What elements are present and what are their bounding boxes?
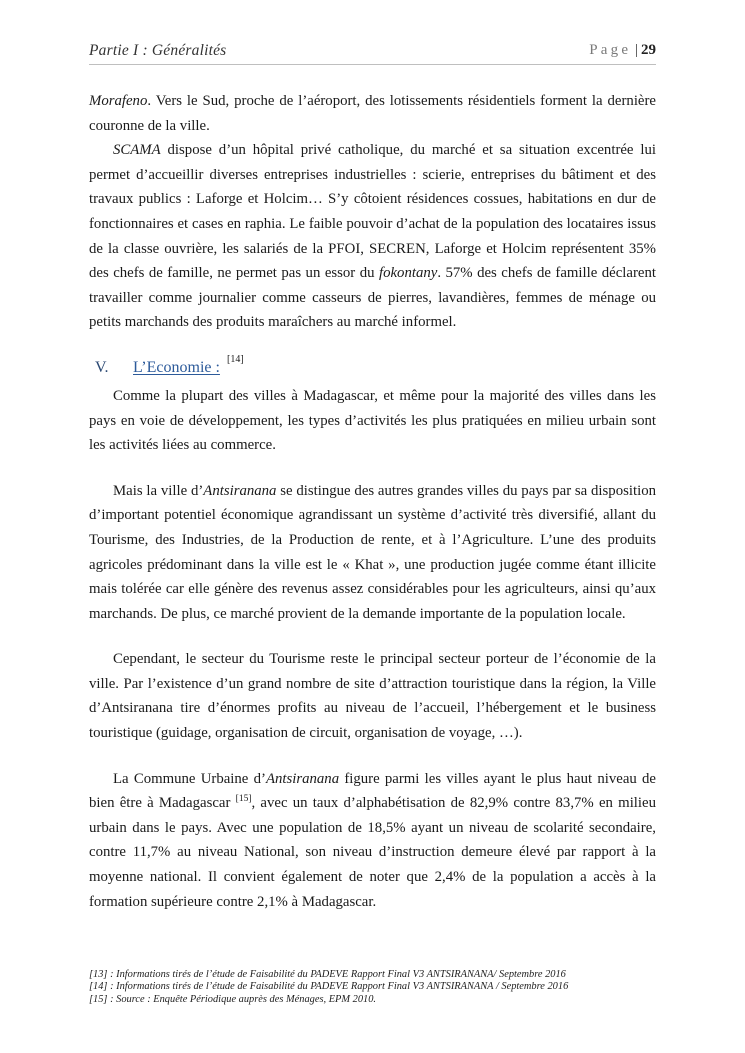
paragraph: Comme la plupart des villes à Madagascar, et même pour la majorité des villes dans les pays en voie de développement, les types d’activités les plus pratiquées en milieu urbain sont les activités liées au commerce.: [89, 387, 656, 454]
paragraph: [89, 479, 656, 627]
footnote: [15] : Source : Enquête Périodique auprès des Ménages, EPM 2010.: [89, 993, 377, 1005]
page-body: [89, 89, 656, 914]
paragraph: Cependant, le secteur du Tourisme reste le principal secteur porteur de l’économie de la ville. Par l’existence d’un grand nombre de site d’attraction touristique dans la région, la Ville d’Antsiranana tire d’énormes profits au niveau de l’accueil, l’hébergement et le business touristique (guidage, organisation de circuit, organisation de voyage, …).: [89, 651, 656, 742]
section-heading: [89, 353, 656, 384]
page-number: 29: [641, 42, 656, 58]
paragraph-text: dispose d’un hôpital privé catholique, du marché et sa situation excentrée lui permet d’accueillir diverses entreprises industrielles : scierie, entreprises du bâtiment et des travaux publics : Laforge et Holcim… S’y côtoient résidences cossues, habitations en dur de fonctionnaires et cases en raphia. Le faible pouvoir d’achat de la population des locataires issus de la classe ouvrière, les salariés de la PFOI, SECREN, Laforge et Holcim représentent 35% des chefs de famille, ne permet pas un essor du: [89, 142, 656, 282]
footnote: [13] : Informations tirés de l’étude de Faisabilité du PADEVE Rapport Final V3 ANTSIRANANA/ Septembre 2016: [89, 969, 566, 980]
paragraph: [89, 89, 656, 138]
section-reference: [14]: [227, 353, 244, 365]
paragraph-text: La Commune Urbaine d’: [113, 770, 266, 787]
page-label: Page: [589, 42, 632, 58]
header-title: Partie I : Généralités: [89, 42, 227, 59]
paragraph-text: Mais la ville d’: [113, 482, 204, 499]
section-number: V.: [95, 358, 109, 376]
paragraph: [89, 138, 656, 335]
place-name: Antsiranana: [265, 770, 340, 787]
page-separator: |: [634, 42, 638, 58]
paragraph: [89, 767, 656, 915]
paragraph-text: , avec un taux d’alphabétisation de 82,9% contre 83,7% en milieu urbain dans le pays. Avec une population de 18,5% ayant un niveau de scolarité secondaire, contre 11,7% au niveau National, son niveau d’instruction demeure élevé par rapport à la moyenne national. Il convient également de noter que 2,4% de la population a accès à la formation supérieure contre 2,1% à Madagascar.: [89, 795, 656, 910]
page-header: [89, 40, 656, 65]
paragraph-text: figure parmi les villes ayant le plus haut niveau de bien être à Madagascar: [89, 770, 656, 812]
paragraph-text: se distingue des autres grandes villes du pays par sa disposition d’important potentiel économique agrandissant un système d’activité très diversifié, allant du Tourisme, des Industries, de la Production de rente, et à l’Agriculture. L’une des produits agricoles prédominant dans la ville est le « Khat », une production jugée comme étant illicite mais tolérée car elle génère des revenus assez considérables pour les agriculteurs, ainsi qu’aux marchands. De plus, ce marché provient de la demande importante de la population locale.: [89, 482, 656, 622]
footnotes: [89, 969, 689, 1006]
reference-marker: [15]: [235, 794, 252, 805]
place-name: Morafeno: [89, 93, 148, 109]
section-title: L’Economie :: [133, 358, 220, 376]
place-name: SCAMA: [113, 142, 161, 159]
page-indicator: [589, 42, 656, 59]
term: fokontany: [378, 265, 438, 282]
footnote: [14] : Informations tirés de l’étude de Faisabilité du PADEVE Rapport Final V3 ANTSIRANANA / Septembre 2016: [89, 981, 569, 993]
paragraph-text: . Vers le Sud, proche de l’aéroport, des lotissements résidentiels forment la dernière couronne de la ville.: [89, 93, 656, 134]
place-name: Antsiranana: [203, 482, 277, 499]
paragraph-text: . 57% des chefs de famille déclarent travailler comme journalier comme casseurs de pierres, lavandières, femmes de ménage ou petits marchands des produits maraîchers au marché informel.: [89, 265, 656, 331]
